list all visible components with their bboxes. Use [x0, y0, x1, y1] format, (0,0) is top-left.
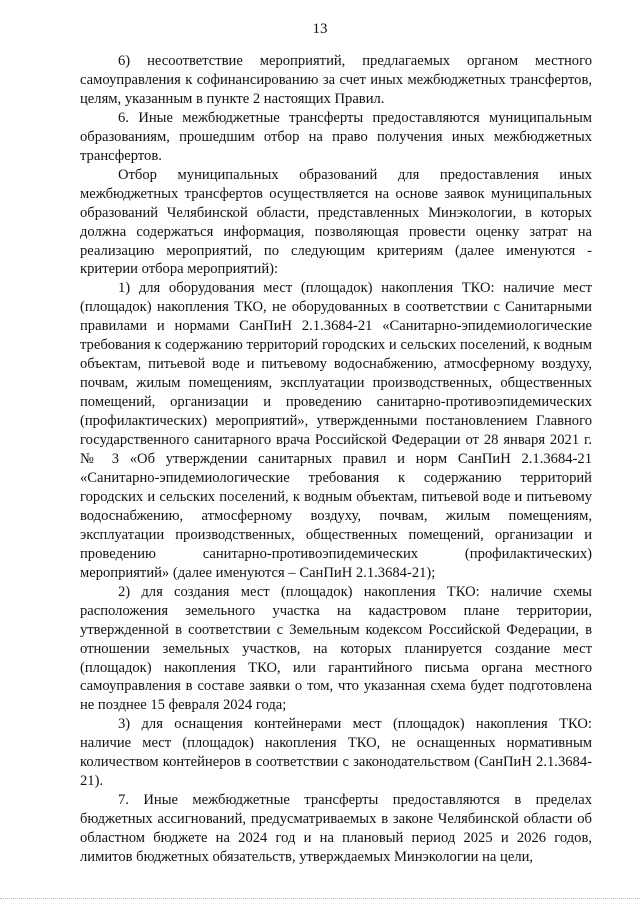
- paragraph-item-6-mismatch: 6) несоответствие мероприятий, предлагаемых органом местного самоуправления к софинансированию за счет иных межбюджетных трансфертов, целям, указанным в пункте 2 настоящих Правил.: [80, 53, 592, 107]
- paragraph-clause-6: 6. Иные межбюджетные трансферты предоставляются муниципальным образованиям, прошедшим отбор на право получения иных межбюджетных трансфертов.: [80, 109, 592, 164]
- paragraph-selection-criteria: Отбор муниципальных образований для предоставления иных межбюджетных трансфертов осуществляется на основе заявок муниципальных образований Челябинской области, представленных Минэкологии, в которых должна содержаться информация, позволяющая провести оценку затрат на реализацию мероприятий, по следующим критериям (далее именуются - критерии отбора мероприятий):: [80, 166, 592, 278]
- paragraph-criterion-1: 1) для оборудования мест (площадок) накопления ТКО: наличие мест (площадок) накопления ТКО, не оборудованных в соответствии с Санитарными правилами и нормами СанПиН 2.1.3684-21 «Санитарно-эпидемиологические требования к содержанию территорий городских и сельских поселений, к водным объектам, питьевой воде и питьевому водоснабжению, атмосферному воздуху, почвам, жилым помещениям, эксплуатации производственных, общественных помещений, организации и проведению санитарно-противоэпидемических (профилактических) мероприятий», утвержденными постановлением Главного государственного санитарного врача Российской Федерации от 28 января 2021 г. № 3 «Об утверждении санитарных правил и норм СанПиН 2.1.3684-21 «Санитарно-эпидемиологические требования к содержанию территорий городских и сельских поселений, к водным объектам, питьевой воде и питьевому водоснабжению, атмосферному воздуху, почвам, жилым помещениям, эксплуатации производственных, общественных помещений, организации и проведению санитарно-противоэпидемических (профилактических) мероприятий» (далее именуются – СанПиН 2.1.3684-21);: [80, 280, 592, 581]
- page-bottom-divider: [0, 898, 640, 899]
- paragraph-clause-7: 7. Иные межбюджетные трансферты предоставляются в пределах бюджетных ассигнований, предусматриваемых в законе Челябинской области об областном бюджете на 2024 год и на плановый период 2025 и 2026 годов, лимитов бюджетных обязательств, утверждаемых Минэкологии на цели,: [80, 792, 592, 866]
- page-number: 13: [312, 21, 328, 37]
- paragraph-criterion-3: 3) для оснащения контейнерами мест (площадок) накопления ТКО: наличие мест (площадок) накопления ТКО, не оснащенных нормативным количеством контейнеров в соответствии с законодательством (СанПиН 2.1.3684-21).: [80, 716, 592, 790]
- paragraph-criterion-2: 2) для создания мест (площадок) накопления ТКО: наличие схемы расположения земельного участка на кадастровом плане территории, утвержденной в соответствии с Земельным кодексом Российской Федерации, в отношении земельных участков, на которых планируется создание мест (площадок) накопления ТКО, или гарантийного письма органа местного самоуправления в составе заявки о том, что указанная схема будет подготовлена не позднее 15 февраля 2024 года;: [80, 583, 592, 714]
- document-body: [80, 52, 592, 867]
